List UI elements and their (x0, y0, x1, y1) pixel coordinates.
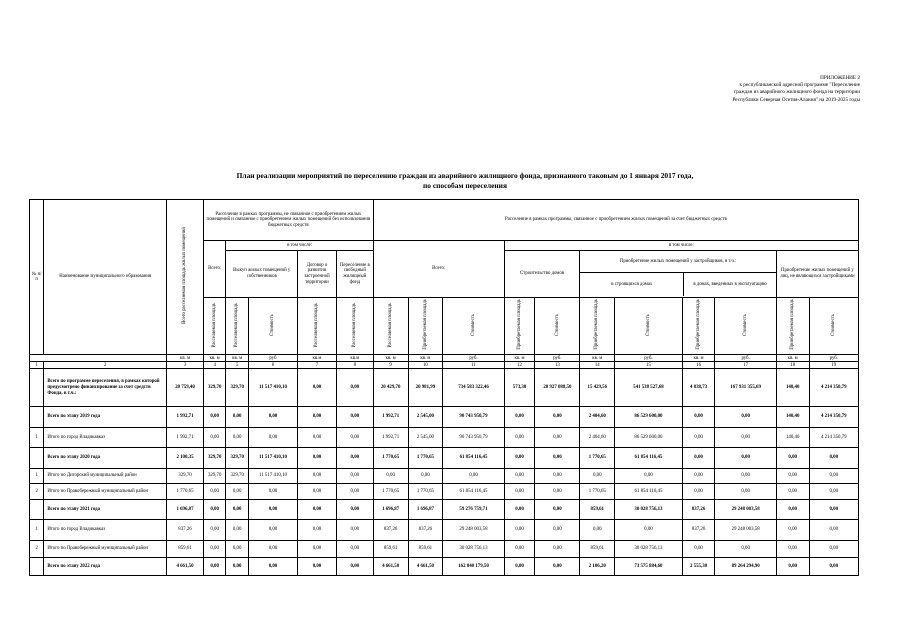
table-row (30, 484, 859, 499)
header-name: Наименование муниципального образования (44, 200, 167, 355)
row-name: Итого по город Владикавказ (44, 427, 167, 448)
row-value: 0,00 (580, 520, 615, 541)
unit-cell: кв. м (408, 355, 443, 362)
column-number: 18 (776, 362, 809, 369)
row-value: 0,00 (248, 484, 297, 499)
header-sub-14: Приобретаемая площадь (580, 297, 615, 355)
unit-cell: кв. м (504, 355, 535, 362)
row-value: 0,00 (809, 484, 858, 499)
column-number: 12 (504, 362, 535, 369)
row-value: 0,00 (809, 558, 858, 576)
column-number: 15 (615, 362, 683, 369)
row-value: 20 429,70 (373, 369, 408, 407)
row-value: 4 214 350,79 (809, 427, 858, 448)
unit-cell: руб (248, 355, 297, 362)
row-value: 859,61 (408, 540, 443, 557)
row-value: 0,00 (203, 407, 226, 428)
row-value: 20 981,99 (408, 369, 443, 407)
header-sub-7: Расселяемая площадь (298, 297, 337, 355)
row-number (30, 407, 44, 428)
header-buyout: Выкуп жилых помещений у собственников (226, 251, 298, 297)
row-value: 0,00 (682, 448, 715, 469)
table-row (30, 558, 859, 576)
row-value: 0,00 (776, 499, 809, 520)
row-value: 0,00 (248, 407, 297, 428)
row-value: 0,00 (809, 499, 858, 520)
row-value: 0,00 (715, 427, 776, 448)
row-value: 1 770,65 (373, 484, 408, 499)
unit-cell: руб. (809, 355, 858, 362)
table-row (30, 448, 859, 469)
row-value: 0,00 (776, 469, 809, 484)
row-value: 0,00 (776, 448, 809, 469)
row-value: 0,00 (336, 407, 373, 428)
row-value: 0,00 (715, 484, 776, 499)
header-free-fund: Переселение в свободный жилищный фонд (336, 251, 373, 297)
row-value: 86 529 600,00 (615, 407, 683, 428)
row-value: 329,70 (226, 369, 249, 407)
row-value: 89 264 294,90 (715, 558, 776, 576)
row-value: 1 770,65 (408, 484, 443, 499)
column-number: 7 (298, 362, 337, 369)
row-value: 0,00 (535, 540, 580, 557)
row-value: 837,26 (682, 520, 715, 541)
row-name: Итого по Дигорский муниципальный район (44, 469, 167, 484)
row-value: 0,00 (203, 427, 226, 448)
row-value: 0,00 (336, 427, 373, 448)
appendix-caption (600, 75, 860, 104)
header-acq-dev: Приобретение жилых помещений у застройщиков, в т.ч.: в строящихся домах в домах, введенных в эксплуатацию (580, 251, 776, 297)
table-row (30, 540, 859, 557)
column-number: 2 (44, 362, 167, 369)
header-total-area: Всего расселяемая площадь жилых помещений (167, 200, 204, 355)
row-value: 0,00 (504, 427, 535, 448)
header-sub-19: Стоимость (809, 297, 858, 355)
row-value: 0,00 (809, 469, 858, 484)
row-value: 0,00 (809, 520, 858, 541)
row-value: 0,00 (682, 469, 715, 484)
row-value: 0,00 (226, 540, 249, 557)
row-value: 29 248 003,58 (715, 520, 776, 541)
unit-cell: руб. (535, 355, 580, 362)
row-value: 0,00 (682, 427, 715, 448)
row-value: 4 838,73 (682, 369, 715, 407)
row-value: 0,00 (298, 520, 337, 541)
header-num: № п/п (30, 200, 44, 355)
row-value: 0,00 (248, 558, 297, 576)
row-value: 1 992,71 (373, 407, 408, 428)
header-sub-5: Расселяемая площадь (226, 297, 249, 355)
table-row (30, 369, 859, 407)
unit-cell: руб. (615, 355, 683, 362)
row-value: 61 854 116,45 (615, 448, 683, 469)
appendix-line: ПРИЛОЖЕНИЕ 2 (820, 75, 860, 81)
header-sub-13: Стоимость (535, 297, 580, 355)
column-number: 4 (203, 362, 226, 369)
row-value: 734 583 322,46 (443, 369, 504, 407)
header-sub-4: Расселяемая площадь (203, 297, 226, 355)
row-value: 0,00 (535, 427, 580, 448)
row-value: 837,26 (373, 520, 408, 541)
row-value: 0,00 (443, 469, 504, 484)
row-value: 0,00 (715, 407, 776, 428)
row-value: 0,00 (682, 484, 715, 499)
row-value: 0,00 (715, 540, 776, 557)
row-value: 2 545,00 (408, 427, 443, 448)
row-name: Итого по город Владикавказ (44, 520, 167, 541)
row-value: 0,00 (776, 558, 809, 576)
appendix-line: Республики Северная Осетия-Алания" на 2019-2025 годы (732, 96, 860, 103)
column-number: 3 (167, 362, 204, 369)
row-value: 86 529 600,00 (615, 427, 683, 448)
row-value: 0,00 (504, 540, 535, 557)
row-value: 329,70 (203, 448, 226, 469)
unit-cell: кв. м (682, 355, 715, 362)
row-value: 61 854 116,45 (615, 484, 683, 499)
row-value: 0,00 (298, 369, 337, 407)
appendix-line: к республиканской адресной программе "Переселение (739, 82, 860, 89)
row-number (30, 499, 44, 520)
row-value: 30 028 756,13 (615, 540, 683, 557)
header-sub-17: Стоимость (715, 297, 776, 355)
column-number: 1 (30, 362, 44, 369)
row-value: 20 927 088,50 (535, 369, 580, 407)
row-value: 0,00 (226, 499, 249, 520)
row-number: 2 (30, 540, 44, 557)
row-value: 0,00 (298, 469, 337, 484)
document-title (120, 171, 810, 191)
row-name: Всего по этапу 2019 года (44, 407, 167, 428)
row-value: 61 854 116,45 (443, 484, 504, 499)
header-sub-6: Стоимость (248, 297, 297, 355)
row-value: 0,00 (226, 427, 249, 448)
row-value: 0,00 (336, 448, 373, 469)
row-value: 859,61 (580, 499, 615, 520)
row-number: 1 (30, 427, 44, 448)
row-value: 73 575 884,60 (615, 558, 683, 576)
unit-cell: кв. м (776, 355, 809, 362)
row-value: 0,00 (336, 558, 373, 576)
row-value: 0,00 (535, 469, 580, 484)
row-value: 859,61 (373, 540, 408, 557)
row-value: 90 743 950,79 (443, 407, 504, 428)
row-value: 11 517 410,10 (248, 469, 297, 484)
appendix-line: граждан из аварийного жилищного фонда на территории (734, 89, 860, 96)
row-value: 0,00 (298, 558, 337, 576)
column-number: 10 (408, 362, 443, 369)
row-value: 140,40 (776, 427, 809, 448)
row-name: Итого по Правобережный муниципальный район (44, 484, 167, 499)
title-line: по способам переселения (423, 181, 507, 190)
units-blank (30, 355, 167, 362)
row-value: 2 100,35 (167, 448, 204, 469)
table-row (30, 427, 859, 448)
header-sub-8: Расселяемая площадь (336, 297, 373, 355)
row-value: 0,00 (504, 407, 535, 428)
row-value: 29 248 003,58 (715, 499, 776, 520)
row-value: 140,40 (776, 369, 809, 407)
row-value: 0,00 (226, 520, 249, 541)
row-value: 4 214 350,79 (809, 407, 858, 428)
row-value: 0,00 (504, 499, 535, 520)
column-number: 19 (809, 362, 858, 369)
row-value: 329,70 (226, 469, 249, 484)
column-number: 11 (443, 362, 504, 369)
header-sub-12: Приобретаемая площадь (504, 297, 535, 355)
header-sub-16: Приобретаемая площадь (682, 297, 715, 355)
row-number: 2 (30, 484, 44, 499)
row-value: 0,00 (682, 407, 715, 428)
row-value: 0,00 (408, 469, 443, 484)
row-name: Всего по программе переселения, в рамках которой предусмотрено финансирование за счет средств Фонда, в т.ч.: (44, 369, 167, 407)
row-value: 0,00 (248, 520, 297, 541)
column-number: 16 (682, 362, 715, 369)
column-number: 13 (535, 362, 580, 369)
row-value: 0,00 (203, 520, 226, 541)
row-number (30, 448, 44, 469)
row-value: 1 770,65 (167, 484, 204, 499)
row-value: 1 696,87 (167, 499, 204, 520)
row-value: 11 517 410,10 (248, 448, 297, 469)
row-value: 0,00 (535, 558, 580, 576)
unit-cell: кв. м (580, 355, 615, 362)
row-value: 0,00 (336, 520, 373, 541)
row-value: 0,00 (615, 520, 683, 541)
row-value: 0,00 (535, 407, 580, 428)
row-value: 0,00 (298, 448, 337, 469)
row-value: 0,00 (336, 499, 373, 520)
row-value: 0,00 (715, 448, 776, 469)
unit-cell: кв.м (336, 355, 373, 362)
row-number (30, 558, 44, 576)
row-value: 15 429,56 (580, 369, 615, 407)
row-value: 0,00 (504, 469, 535, 484)
column-number: 17 (715, 362, 776, 369)
row-value: 0,00 (504, 520, 535, 541)
row-value: 29 248 003,58 (443, 520, 504, 541)
unit-cell: кв. м (203, 355, 226, 362)
resettlement-plan-table (29, 199, 859, 576)
row-value: 4 661,50 (373, 558, 408, 576)
row-value: 0,00 (203, 499, 226, 520)
table-row (30, 499, 859, 520)
row-value: 0,00 (715, 469, 776, 484)
row-value: 0,00 (615, 469, 683, 484)
row-name: Всего по этапу 2022 года (44, 558, 167, 576)
header-sub-11: Стоимость (443, 297, 504, 355)
row-value: 0,00 (776, 484, 809, 499)
unit-cell: кв.м (298, 355, 337, 362)
row-value: 541 538 527,68 (615, 369, 683, 407)
row-value: 1 696,87 (408, 499, 443, 520)
row-value: 1 770,65 (373, 448, 408, 469)
header-sub-9: Расселяемая площадь (373, 297, 408, 355)
row-value: 837,26 (167, 520, 204, 541)
row-value: 1 770,65 (408, 448, 443, 469)
row-value: 0,00 (776, 520, 809, 541)
row-value: 859,61 (580, 540, 615, 557)
row-value: 859,61 (167, 540, 204, 557)
header-sub-10: Приобретаемая площадь (408, 297, 443, 355)
row-value: 11 517 410,10 (248, 369, 297, 407)
row-value: 0,00 (504, 558, 535, 576)
row-value: 2 106,20 (580, 558, 615, 576)
row-value: 0,00 (535, 520, 580, 541)
row-value: 0,00 (809, 448, 858, 469)
row-value: 329,70 (203, 469, 226, 484)
row-name: Всего по этапу 2021 года (44, 499, 167, 520)
row-number (30, 369, 44, 407)
row-value: 1 770,65 (580, 484, 615, 499)
row-value: 20 759,40 (167, 369, 204, 407)
row-value: 162 840 179,50 (443, 558, 504, 576)
row-value: 4 661,50 (408, 558, 443, 576)
row-value: 0,00 (226, 484, 249, 499)
column-number: 6 (248, 362, 297, 369)
unit-cell: руб. (715, 355, 776, 362)
row-value: 0,00 (504, 448, 535, 469)
row-value: 0,00 (535, 484, 580, 499)
row-value: 837,26 (408, 520, 443, 541)
row-value: 0,00 (504, 484, 535, 499)
row-value: 1 696,87 (373, 499, 408, 520)
row-value: 0,00 (248, 540, 297, 557)
row-number: 1 (30, 520, 44, 541)
row-value: 4 661,50 (167, 558, 204, 576)
unit-cell: кв. м (226, 355, 249, 362)
row-value: 0,00 (226, 407, 249, 428)
header-group-b: Расселение в рамках программы, связанное с приобретением жилых помещений за счет бюджетных средств (373, 200, 858, 241)
row-value: 1 992,71 (373, 427, 408, 448)
row-value: 0,00 (298, 499, 337, 520)
row-value: 59 276 759,71 (443, 499, 504, 520)
row-value: 1 992,71 (167, 407, 204, 428)
header-incl-a: в том числе: (226, 241, 373, 251)
row-name: Итого по Правобережный муниципальный район (44, 540, 167, 557)
unit-cell: руб. (443, 355, 504, 362)
row-value: 0,00 (809, 540, 858, 557)
row-value: 0,00 (336, 469, 373, 484)
row-value: 0,00 (203, 484, 226, 499)
row-value: 30 028 756,13 (615, 499, 683, 520)
row-value: 0,00 (248, 427, 297, 448)
title-line: План реализации мероприятий по переселению граждан из аварийного жилищного фонда, признанного таковым до 1 января 2017 года, (236, 171, 694, 180)
header-incl-b: в том числе: (504, 241, 858, 251)
row-value: 837,26 (682, 499, 715, 520)
unit-cell: кв. м (373, 355, 408, 362)
row-value: 0,00 (580, 469, 615, 484)
column-number: 5 (226, 362, 249, 369)
header-contract: Договор о развитии застроенной территории (298, 251, 337, 297)
row-value: 61 854 116,45 (443, 448, 504, 469)
row-value: 0,00 (682, 540, 715, 557)
row-value: 0,00 (226, 558, 249, 576)
row-value: 0,00 (298, 484, 337, 499)
column-number: 9 (373, 362, 408, 369)
row-value: 0,00 (336, 540, 373, 557)
row-value: 329,70 (226, 448, 249, 469)
table-row (30, 407, 859, 428)
header-total-a: Всего: (203, 241, 226, 298)
row-value: 329,70 (167, 469, 204, 484)
header-group-a: Расселение в рамках программы, не связанное с приобретением жилых помещений и связанное с приобретением жилых помещений без использования бюджетных средств (203, 200, 373, 241)
row-value: 329,70 (203, 369, 226, 407)
row-value: 90 743 950,79 (443, 427, 504, 448)
header-sub-15: Стоимость (615, 297, 683, 355)
unit-cell: кв. м (167, 355, 204, 362)
row-value: 1 770,65 (580, 448, 615, 469)
column-number: 8 (336, 362, 373, 369)
row-value: 2 404,60 (580, 407, 615, 428)
row-value: 0,00 (336, 369, 373, 407)
header-sub-18: Приобретаемая площадь (776, 297, 809, 355)
header-total-b: Всего: (373, 241, 504, 298)
row-value: 2 555,30 (682, 558, 715, 576)
row-name: Всего по этапу 2020 года (44, 448, 167, 469)
row-value: 0,00 (298, 427, 337, 448)
row-value: 573,30 (504, 369, 535, 407)
row-value: 0,00 (203, 540, 226, 557)
row-value: 0,00 (298, 407, 337, 428)
row-value: 0,00 (298, 540, 337, 557)
row-value: 2 545,00 (408, 407, 443, 428)
row-value: 1 992,71 (167, 427, 204, 448)
row-value: 140,40 (776, 407, 809, 428)
row-value: 4 214 350,79 (809, 369, 858, 407)
table-row (30, 520, 859, 541)
row-value: 0,00 (248, 499, 297, 520)
row-value: 30 028 756,13 (443, 540, 504, 557)
row-number: 1 (30, 469, 44, 484)
row-value: 0,00 (535, 499, 580, 520)
row-value: 0,00 (373, 469, 408, 484)
row-value: 0,00 (336, 484, 373, 499)
table-row (30, 469, 859, 484)
row-value: 0,00 (776, 540, 809, 557)
row-value: 0,00 (203, 558, 226, 576)
row-value: 167 931 355,69 (715, 369, 776, 407)
row-value: 0,00 (535, 448, 580, 469)
header-acq-non-dev: Приобретение жилых помещений у лиц, не являющихся застройщиками (776, 251, 858, 297)
header-construction: Строительство домов (504, 251, 580, 297)
column-number: 14 (580, 362, 615, 369)
row-value: 2 404,60 (580, 427, 615, 448)
